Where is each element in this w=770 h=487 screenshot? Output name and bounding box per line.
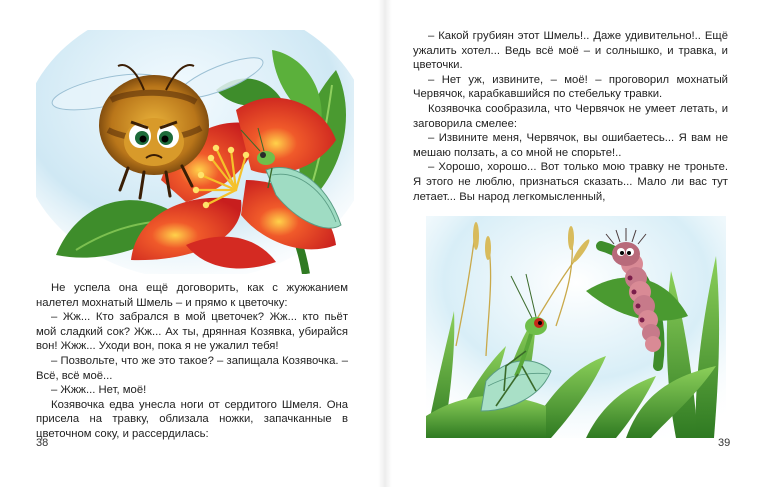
paragraph: Не успела она ещё договорить, как с жужжанием налетел мохнатый Шмель – и прямо к цветочку: (36, 282, 348, 309)
bee-flower-illustration (36, 30, 354, 274)
paragraph: – Позвольте, что же это такое? – запищала Козявочка. – Всё, всё моё... (36, 354, 348, 382)
book-gutter (378, 0, 392, 487)
paragraph: Козявочка едва унесла ноги от сердитого Шмеля. Она присела на травку, облизала ножки, запачканные в цветочном соку, и рассердилась: (36, 398, 348, 440)
paragraph: – Жжж... Нет, моё! (51, 384, 147, 397)
page-number-left: 38 (36, 437, 49, 449)
paragraph: – Жж... Кто забрался в мой цветочек? Жж... кто пьёт мой сладкий сок? Жж... Ах ты, дрянная Козявка, убирайся вон! Жжж... Уходи вон, пока я не ужалил тебя! (36, 311, 348, 353)
left-page-text (36, 281, 348, 442)
right-page-text (413, 29, 728, 204)
page-number-right: 39 (718, 437, 731, 449)
paragraph: – Нет уж, извините, – моё! – проговорил мохнатый Червячок, карабкавшийся по стебельку травки. (413, 73, 728, 101)
paragraph: – Какой грубиян этот Шмель!.. Даже удивительно!.. Ещё ужалить хотел... Ведь всё моё – и солнышко, и травка, и цветочки. (413, 30, 728, 72)
paragraph: – Хорошо, хорошо... Вот только мою травку не троньте. Я этого не люблю, признаться сказать... Мало ли вас тут летает... Вы народ легкомысленный, (413, 161, 728, 203)
paragraph: – Извините меня, Червячок, вы ошибаетесь... Я вам не мешаю ползать, а со мной не спорьте!.. (413, 132, 728, 159)
caterpillar-grass-illustration (426, 216, 726, 438)
right-page (385, 0, 770, 487)
paragraph: Козявочка сообразила, что Червячок не умеет летать, и заговорила смелее: (413, 102, 728, 130)
